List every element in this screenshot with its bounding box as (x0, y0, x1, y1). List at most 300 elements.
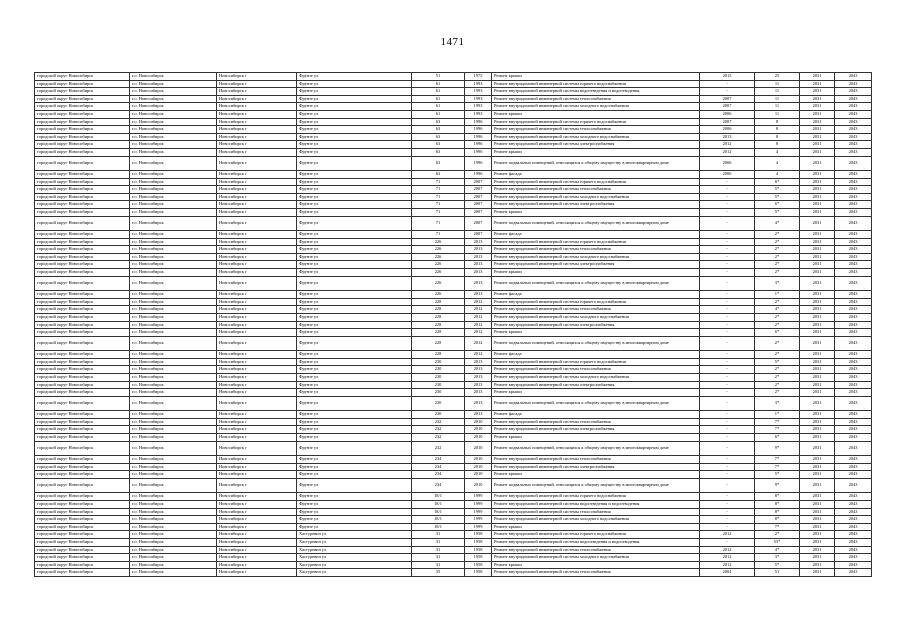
municipality-cell: городской округ Новосибирск (35, 381, 130, 389)
city-cell: Новосибирск г (217, 95, 297, 103)
last-repair-year-cell: - (700, 493, 755, 501)
wear-cell: 2* (755, 351, 800, 359)
work-type-cell: Ремонт внутридомовой инженерной системы электроснабжения (492, 321, 700, 329)
city-cell: Новосибирск г (217, 434, 297, 442)
work-type-cell: Ремонт внутридомовой инженерной системы теплоснабжения (492, 569, 700, 577)
start-year-cell: 2031 (800, 103, 835, 111)
end-year-cell: 2043 (835, 321, 872, 329)
district-cell: г.о. Новосибирск (130, 374, 217, 382)
municipality-cell: городской округ Новосибирск (35, 471, 130, 479)
work-type-cell: Ремонт фасада (492, 291, 700, 299)
municipality-cell: городской округ Новосибирск (35, 501, 130, 509)
wear-cell: 3* (755, 554, 800, 562)
last-repair-year-cell: - (700, 434, 755, 442)
last-repair-year-cell: - (700, 441, 755, 456)
house-number-cell: 226 (412, 261, 465, 269)
start-year-cell: 2031 (800, 186, 835, 194)
start-year-cell: 2031 (800, 351, 835, 359)
district-cell: г.о. Новосибирск (130, 118, 217, 126)
last-repair-year-cell: - (700, 88, 755, 96)
house-number-cell: 71 (412, 178, 465, 186)
start-year-cell: 2031 (800, 156, 835, 171)
house-number-cell: 226 (412, 253, 465, 261)
build-year-cell: 2013 (465, 374, 492, 382)
city-cell: Новосибирск г (217, 126, 297, 134)
house-number-cell: 71 (412, 209, 465, 217)
municipality-cell: городской округ Новосибирск (35, 389, 130, 397)
start-year-cell: 2031 (800, 426, 835, 434)
build-year-cell: 1999 (465, 501, 492, 509)
start-year-cell: 2031 (800, 569, 835, 577)
start-year-cell: 2031 (800, 389, 835, 397)
city-cell: Новосибирск г (217, 456, 297, 464)
start-year-cell: 2031 (800, 118, 835, 126)
house-number-cell: 226 (412, 246, 465, 254)
house-number-cell: 18/1 (412, 523, 465, 531)
street-cell: Фрунзе ул (297, 110, 412, 118)
work-type-cell: Ремонт внутридомовой инженерной системы холодного водоснабжения (492, 193, 700, 201)
municipality-cell: городской округ Новосибирск (35, 261, 130, 269)
house-number-cell: 31 (412, 546, 465, 554)
build-year-cell: 2007 (465, 231, 492, 239)
municipality-cell: городской округ Новосибирск (35, 351, 130, 359)
start-year-cell: 2031 (800, 306, 835, 314)
work-type-cell: Ремонт крыши (492, 73, 700, 81)
build-year-cell: 2007 (465, 193, 492, 201)
end-year-cell: 2043 (835, 366, 872, 374)
start-year-cell: 2031 (800, 516, 835, 524)
start-year-cell: 2031 (800, 133, 835, 141)
last-repair-year-cell: - (700, 238, 755, 246)
district-cell: г.о. Новосибирск (130, 238, 217, 246)
district-cell: г.о. Новосибирск (130, 95, 217, 103)
district-cell: г.о. Новосибирск (130, 80, 217, 88)
build-year-cell: 1996 (465, 171, 492, 179)
table-row (35, 366, 872, 374)
city-cell: Новосибирск г (217, 374, 297, 382)
street-cell: Фрунзе ул (297, 103, 412, 111)
city-cell: Новосибирск г (217, 516, 297, 524)
end-year-cell: 2043 (835, 201, 872, 209)
wear-cell: 2* (755, 231, 800, 239)
wear-cell: 5* (755, 471, 800, 479)
wear-cell: 9* (755, 441, 800, 456)
municipality-cell: городской округ Новосибирск (35, 95, 130, 103)
municipality-cell: городской округ Новосибирск (35, 253, 130, 261)
wear-cell: 1* (755, 411, 800, 419)
start-year-cell: 2031 (800, 546, 835, 554)
work-type-cell: Ремонт внутридомовой инженерной системы холодного водоснабжения (492, 554, 700, 562)
end-year-cell: 2043 (835, 351, 872, 359)
municipality-cell: городской округ Новосибирск (35, 246, 130, 254)
build-year-cell: 1958 (465, 569, 492, 577)
district-cell: г.о. Новосибирск (130, 186, 217, 194)
house-number-cell: 226 (412, 276, 465, 291)
last-repair-year-cell: 2012 (700, 141, 755, 149)
wear-cell: 5* (755, 186, 800, 194)
start-year-cell: 2031 (800, 471, 835, 479)
last-repair-year-cell: - (700, 313, 755, 321)
end-year-cell: 2043 (835, 291, 872, 299)
district-cell: г.о. Новосибирск (130, 261, 217, 269)
last-repair-year-cell: - (700, 426, 755, 434)
end-year-cell: 2043 (835, 569, 872, 577)
build-year-cell: 1975 (465, 73, 492, 81)
wear-cell: 2* (755, 269, 800, 277)
work-type-cell: Ремонт фасада (492, 351, 700, 359)
municipality-cell: городской округ Новосибирск (35, 523, 130, 531)
end-year-cell: 2043 (835, 396, 872, 411)
street-cell: Фрунзе ул (297, 321, 412, 329)
municipality-cell: городской округ Новосибирск (35, 313, 130, 321)
table-row (35, 171, 872, 179)
end-year-cell: 2043 (835, 426, 872, 434)
work-type-cell: Ремонт подвальных помещений, относящихся к общему имуществу в многоквартирном доме (492, 396, 700, 411)
last-repair-year-cell: - (700, 516, 755, 524)
street-cell: Хасгуревич ул (297, 569, 412, 577)
street-cell: Фрунзе ул (297, 426, 412, 434)
last-repair-year-cell: - (700, 501, 755, 509)
municipality-cell: городской округ Новосибирск (35, 306, 130, 314)
district-cell: г.о. Новосибирск (130, 313, 217, 321)
table-row (35, 569, 872, 577)
house-number-cell: 234 (412, 456, 465, 464)
start-year-cell: 2031 (800, 291, 835, 299)
street-cell: Хасгуревич ул (297, 561, 412, 569)
street-cell: Фрунзе ул (297, 329, 412, 337)
district-cell: г.о. Новосибирск (130, 201, 217, 209)
end-year-cell: 2043 (835, 493, 872, 501)
house-number-cell: 232 (412, 441, 465, 456)
street-cell: Фрунзе ул (297, 253, 412, 261)
district-cell: г.о. Новосибирск (130, 351, 217, 359)
last-repair-year-cell: - (700, 253, 755, 261)
wear-cell: 4* (755, 546, 800, 554)
house-number-cell: 228 (412, 313, 465, 321)
municipality-cell: городской округ Новосибирск (35, 141, 130, 149)
end-year-cell: 2043 (835, 561, 872, 569)
last-repair-year-cell: 2012 (700, 546, 755, 554)
municipality-cell: городской округ Новосибирск (35, 516, 130, 524)
start-year-cell: 2031 (800, 209, 835, 217)
wear-cell: 11 (755, 80, 800, 88)
end-year-cell: 2043 (835, 463, 872, 471)
build-year-cell: 1958 (465, 531, 492, 539)
city-cell: Новосибирск г (217, 358, 297, 366)
street-cell: Фрунзе ул (297, 358, 412, 366)
work-type-cell: Ремонт крыши (492, 110, 700, 118)
last-repair-year-cell: - (700, 329, 755, 337)
city-cell: Новосибирск г (217, 321, 297, 329)
last-repair-year-cell: - (700, 201, 755, 209)
table-row (35, 103, 872, 111)
street-cell: Фрунзе ул (297, 148, 412, 156)
wear-cell: 8 (755, 118, 800, 126)
municipality-cell: городской округ Новосибирск (35, 269, 130, 277)
district-cell: г.о. Новосибирск (130, 126, 217, 134)
street-cell: Фрунзе ул (297, 351, 412, 359)
city-cell: Новосибирск г (217, 501, 297, 509)
municipality-cell: городской округ Новосибирск (35, 434, 130, 442)
work-type-cell: Ремонт крыши (492, 269, 700, 277)
city-cell: Новосибирск г (217, 418, 297, 426)
house-number-cell: 228 (412, 329, 465, 337)
district-cell: г.о. Новосибирск (130, 321, 217, 329)
street-cell: Фрунзе ул (297, 80, 412, 88)
municipality-cell: городской округ Новосибирск (35, 201, 130, 209)
table-row (35, 80, 872, 88)
end-year-cell: 2043 (835, 306, 872, 314)
city-cell: Новосибирск г (217, 463, 297, 471)
build-year-cell: 2007 (465, 209, 492, 217)
street-cell: Фрунзе ул (297, 231, 412, 239)
table-row (35, 389, 872, 397)
city-cell: Новосибирск г (217, 313, 297, 321)
district-cell: г.о. Новосибирск (130, 554, 217, 562)
house-number-cell: 31 (412, 561, 465, 569)
table-row (35, 434, 872, 442)
start-year-cell: 2031 (800, 478, 835, 493)
wear-cell: 8 (755, 133, 800, 141)
end-year-cell: 2043 (835, 329, 872, 337)
street-cell: Фрунзе ул (297, 441, 412, 456)
municipality-cell: городской округ Новосибирск (35, 118, 130, 126)
municipality-cell: городской округ Новосибирск (35, 80, 130, 88)
municipality-cell: городской округ Новосибирск (35, 374, 130, 382)
house-number-cell: 71 (412, 201, 465, 209)
last-repair-year-cell: - (700, 231, 755, 239)
start-year-cell: 2031 (800, 148, 835, 156)
end-year-cell: 2043 (835, 501, 872, 509)
district-cell: г.о. Новосибирск (130, 531, 217, 539)
district-cell: г.о. Новосибирск (130, 216, 217, 231)
street-cell: Фрунзе ул (297, 269, 412, 277)
start-year-cell: 2031 (800, 523, 835, 531)
start-year-cell: 2031 (800, 329, 835, 337)
wear-cell: 2* (755, 374, 800, 382)
municipality-cell: городской округ Новосибирск (35, 103, 130, 111)
last-repair-year-cell: 2013 (700, 133, 755, 141)
wear-cell: 4 (755, 171, 800, 179)
work-type-cell: Ремонт внутридомовой инженерной системы горячего водоснабжения (492, 118, 700, 126)
last-repair-year-cell: - (700, 291, 755, 299)
city-cell: Новосибирск г (217, 291, 297, 299)
build-year-cell: 2012 (465, 298, 492, 306)
wear-cell: 5* (755, 561, 800, 569)
city-cell: Новосибирск г (217, 238, 297, 246)
table-row (35, 269, 872, 277)
end-year-cell: 2043 (835, 148, 872, 156)
work-type-cell: Ремонт внутридомовой инженерной системы теплоснабжения (492, 366, 700, 374)
table-row (35, 201, 872, 209)
street-cell: Фрунзе ул (297, 291, 412, 299)
build-year-cell: 2012 (465, 329, 492, 337)
end-year-cell: 2043 (835, 508, 872, 516)
wear-cell: 2* (755, 253, 800, 261)
municipality-cell: городской округ Новосибирск (35, 110, 130, 118)
street-cell: Фрунзе ул (297, 411, 412, 419)
house-number-cell: 230 (412, 366, 465, 374)
build-year-cell: 2013 (465, 253, 492, 261)
build-year-cell: 1993 (465, 103, 492, 111)
work-type-cell: Ремонт внутридомовой инженерной системы теплоснабжения (492, 456, 700, 464)
wear-cell: 2* (755, 389, 800, 397)
start-year-cell: 2031 (800, 441, 835, 456)
wear-cell: 2* (755, 238, 800, 246)
district-cell: г.о. Новосибирск (130, 306, 217, 314)
build-year-cell: 1958 (465, 554, 492, 562)
work-type-cell: Ремонт внутридомовой инженерной системы электроснабжения (492, 426, 700, 434)
district-cell: г.о. Новосибирск (130, 178, 217, 186)
build-year-cell: 1996 (465, 148, 492, 156)
district-cell: г.о. Новосибирск (130, 298, 217, 306)
house-number-cell: 18/1 (412, 516, 465, 524)
wear-cell: 3* (755, 396, 800, 411)
last-repair-year-cell: - (700, 261, 755, 269)
build-year-cell: 2010 (465, 456, 492, 464)
repair-schedule-table (34, 72, 872, 577)
municipality-cell: городской округ Новосибирск (35, 321, 130, 329)
municipality-cell: городской округ Новосибирск (35, 463, 130, 471)
street-cell: Фрунзе ул (297, 276, 412, 291)
district-cell: г.о. Новосибирск (130, 193, 217, 201)
district-cell: г.о. Новосибирск (130, 103, 217, 111)
end-year-cell: 2043 (835, 73, 872, 81)
last-repair-year-cell: 2004 (700, 569, 755, 577)
build-year-cell: 2010 (465, 478, 492, 493)
city-cell: Новосибирск г (217, 148, 297, 156)
wear-cell: 6* (755, 178, 800, 186)
municipality-cell: городской округ Новосибирск (35, 148, 130, 156)
wear-cell: 4 (755, 148, 800, 156)
house-number-cell: 228 (412, 336, 465, 351)
city-cell: Новосибирск г (217, 411, 297, 419)
wear-cell: 11 (755, 95, 800, 103)
table-row (35, 329, 872, 337)
end-year-cell: 2043 (835, 110, 872, 118)
street-cell: Фрунзе ул (297, 133, 412, 141)
wear-cell: 2* (755, 336, 800, 351)
end-year-cell: 2043 (835, 358, 872, 366)
start-year-cell: 2031 (800, 321, 835, 329)
build-year-cell: 2012 (465, 321, 492, 329)
wear-cell: 2* (755, 531, 800, 539)
work-type-cell: Ремонт подвальных помещений, относящихся к общему имуществу в многоквартирном доме (492, 478, 700, 493)
city-cell: Новосибирск г (217, 231, 297, 239)
table-row (35, 110, 872, 118)
street-cell: Фрунзе ул (297, 118, 412, 126)
end-year-cell: 2043 (835, 261, 872, 269)
street-cell: Фрунзе ул (297, 493, 412, 501)
district-cell: г.о. Новосибирск (130, 539, 217, 547)
house-number-cell: 63 (412, 148, 465, 156)
last-repair-year-cell: 2006 (700, 171, 755, 179)
last-repair-year-cell: 2012 (700, 561, 755, 569)
page-number: 1471 (440, 36, 465, 48)
wear-cell: 8 (755, 126, 800, 134)
table-row (35, 276, 872, 291)
district-cell: г.о. Новосибирск (130, 471, 217, 479)
end-year-cell: 2043 (835, 554, 872, 562)
start-year-cell: 2031 (800, 561, 835, 569)
build-year-cell: 2013 (465, 396, 492, 411)
end-year-cell: 2043 (835, 186, 872, 194)
municipality-cell: городской округ Новосибирск (35, 88, 130, 96)
street-cell: Фрунзе ул (297, 178, 412, 186)
city-cell: Новосибирск г (217, 426, 297, 434)
table-row (35, 238, 872, 246)
wear-cell: 2* (755, 381, 800, 389)
district-cell: г.о. Новосибирск (130, 156, 217, 171)
build-year-cell: 1993 (465, 80, 492, 88)
house-number-cell: 61 (412, 88, 465, 96)
end-year-cell: 2043 (835, 231, 872, 239)
last-repair-year-cell: - (700, 478, 755, 493)
street-cell: Хасгуревич ул (297, 554, 412, 562)
district-cell: г.о. Новосибирск (130, 434, 217, 442)
district-cell: г.о. Новосибирск (130, 133, 217, 141)
start-year-cell: 2031 (800, 418, 835, 426)
end-year-cell: 2043 (835, 156, 872, 171)
district-cell: г.о. Новосибирск (130, 456, 217, 464)
last-repair-year-cell: - (700, 396, 755, 411)
municipality-cell: городской округ Новосибирск (35, 561, 130, 569)
work-type-cell: Ремонт внутридомовой инженерной системы теплоснабжения (492, 306, 700, 314)
table-row (35, 539, 872, 547)
end-year-cell: 2043 (835, 253, 872, 261)
city-cell: Новосибирск г (217, 539, 297, 547)
table-row (35, 118, 872, 126)
start-year-cell: 2031 (800, 80, 835, 88)
table-row (35, 216, 872, 231)
district-cell: г.о. Новосибирск (130, 516, 217, 524)
work-type-cell: Ремонт внутридомовой инженерной системы горячего водоснабжения (492, 531, 700, 539)
house-number-cell: 228 (412, 298, 465, 306)
start-year-cell: 2031 (800, 246, 835, 254)
build-year-cell: 1958 (465, 539, 492, 547)
wear-cell: 6* (755, 434, 800, 442)
work-type-cell: Ремонт крыши (492, 389, 700, 397)
city-cell: Новосибирск г (217, 396, 297, 411)
municipality-cell: городской округ Новосибирск (35, 546, 130, 554)
work-type-cell: Ремонт крыши (492, 148, 700, 156)
last-repair-year-cell: - (700, 336, 755, 351)
city-cell: Новосибирск г (217, 351, 297, 359)
city-cell: Новосибирск г (217, 156, 297, 171)
build-year-cell: 1958 (465, 546, 492, 554)
district-cell: г.о. Новосибирск (130, 141, 217, 149)
work-type-cell: Ремонт внутридомовой инженерной системы горячего водоснабжения (492, 80, 700, 88)
build-year-cell: 2013 (465, 358, 492, 366)
table-row (35, 336, 872, 351)
table-row (35, 411, 872, 419)
start-year-cell: 2031 (800, 493, 835, 501)
work-type-cell: Ремонт подвальных помещений, относящихся к общему имуществу в многоквартирном доме (492, 441, 700, 456)
build-year-cell: 1999 (465, 508, 492, 516)
city-cell: Новосибирск г (217, 269, 297, 277)
start-year-cell: 2031 (800, 171, 835, 179)
wear-cell: 2* (755, 313, 800, 321)
municipality-cell: городской округ Новосибирск (35, 216, 130, 231)
city-cell: Новосибирск г (217, 246, 297, 254)
start-year-cell: 2031 (800, 110, 835, 118)
street-cell: Фрунзе ул (297, 193, 412, 201)
municipality-cell: городской округ Новосибирск (35, 336, 130, 351)
city-cell: Новосибирск г (217, 389, 297, 397)
street-cell: Фрунзе ул (297, 471, 412, 479)
wear-cell: 9* (755, 478, 800, 493)
table-row (35, 133, 872, 141)
